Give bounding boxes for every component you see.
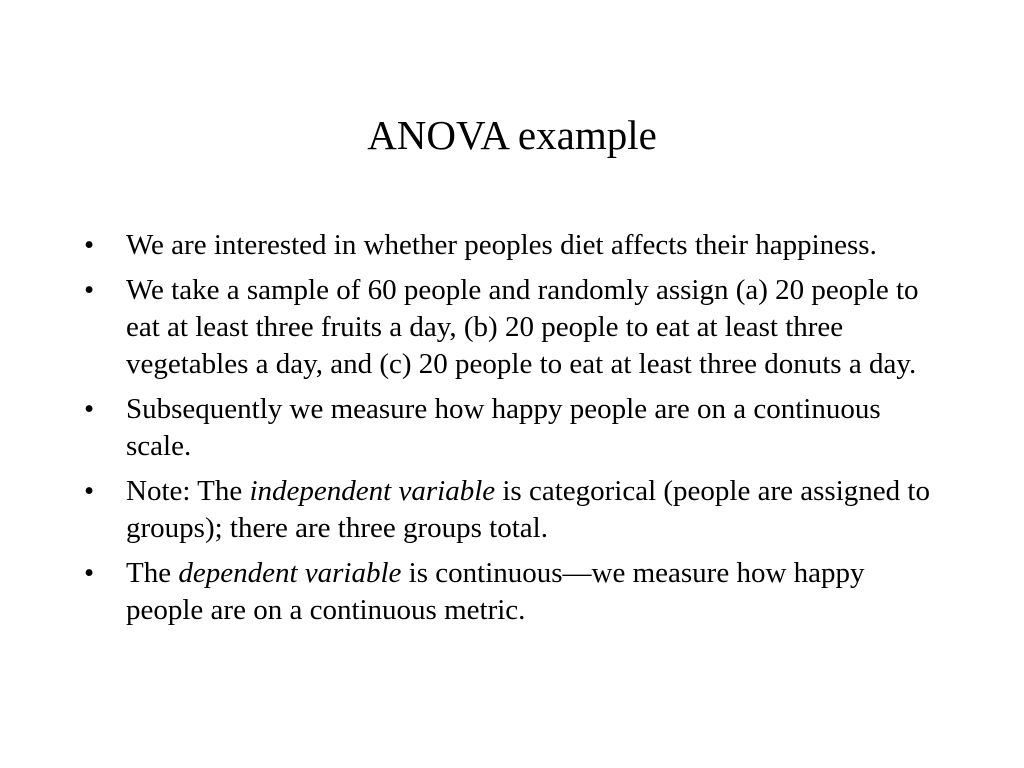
- bullet-item: [84, 227, 944, 264]
- bullet-text: Note: The independent variable is categorical (people are assigned to groups); there are three groups total.: [126, 475, 930, 544]
- bullet-text: We take a sample of 60 people and randomly assign (a) 20 people to eat at least three fruits a day, (b) 20 people to eat at least three vegetables a day, and (c) 20 people to eat at least three donuts a day.: [126, 274, 919, 380]
- bullet-item: [84, 473, 944, 547]
- bullet-text: The dependent variable is continuous—we measure how happy people are on a continuous metric.: [126, 557, 865, 626]
- bullet-list: [84, 227, 944, 637]
- bullet-icon: •: [84, 393, 95, 425]
- dependent-variable-term: dependent variable: [178, 557, 402, 589]
- independent-variable-term: independent variable: [249, 475, 496, 507]
- bullet-item: [84, 391, 944, 465]
- bullet-item: [84, 555, 944, 629]
- bullet-item: [84, 272, 944, 383]
- slide-title: ANOVA example: [367, 112, 657, 158]
- bullet-text: We are interested in whether peoples diet affects their happiness.: [126, 229, 877, 261]
- bullet-icon: •: [84, 557, 95, 589]
- bullet-text: Subsequently we measure how happy people are on a continuous scale.: [126, 393, 881, 462]
- bullet-icon: •: [84, 229, 95, 261]
- bullet-icon: •: [84, 475, 95, 507]
- bullet-icon: •: [84, 274, 95, 306]
